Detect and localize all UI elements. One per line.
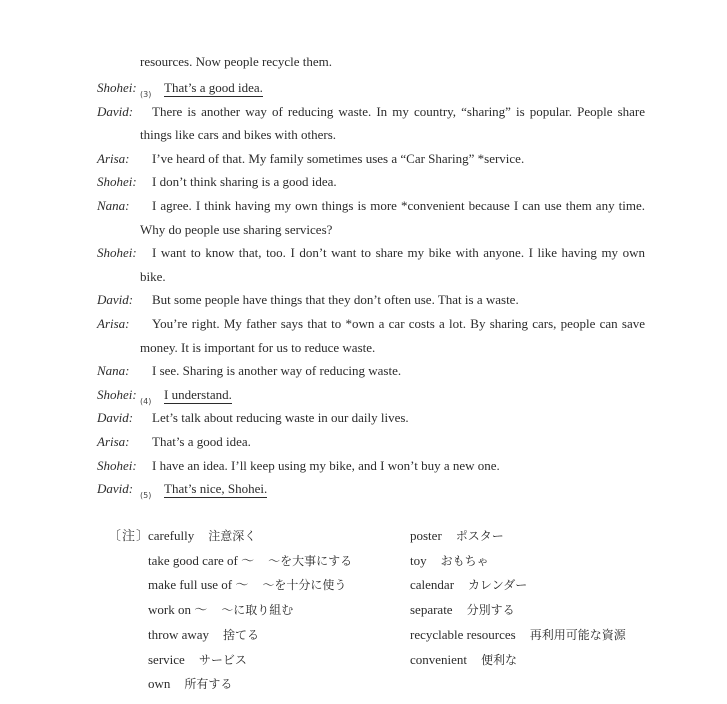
dialogue-turn: [97, 100, 645, 147]
note-english: calendar: [410, 577, 455, 593]
speaker-name: Shohei:: [97, 174, 137, 190]
speaker-name: David:: [97, 103, 134, 119]
speaker-name: Nana:: [97, 197, 130, 213]
speaker-name: David:: [97, 410, 134, 426]
speaker-name: Arisa:: [97, 315, 130, 331]
notes-right-column: [410, 524, 626, 672]
notes-heading: 〔注〕: [108, 528, 151, 543]
note-entry: [410, 549, 626, 574]
speech-text: Let’s talk about reducing waste in our daily lives.: [152, 410, 409, 426]
underlined-phrase-4: I understand.: [164, 386, 232, 402]
notes-left-column: [148, 524, 352, 697]
note-english: carefully: [148, 528, 195, 543]
speech-text: I see. Sharing is another way of reducing waste.: [152, 363, 402, 379]
speech-text: There is another way of reducing waste. In my country, “sharing” is popular. People share things like cars and bikes with others.: [140, 103, 645, 143]
note-entry: [148, 524, 352, 549]
note-entry: [148, 549, 352, 574]
note-english: own: [148, 676, 171, 692]
speaker-name: David:: [97, 481, 134, 497]
note-japanese: サービス: [198, 652, 247, 667]
note-english: throw away: [148, 626, 210, 642]
dialogue: [97, 76, 645, 501]
speaker-name: Shohei:: [97, 245, 137, 261]
note-english: convenient: [410, 651, 468, 667]
dialogue-turn: [97, 147, 645, 171]
note-japanese: 便利な: [481, 652, 518, 667]
dialogue-turn: [97, 454, 645, 478]
speech-text: I agree. I think having my own things is more *convenient because I can use them any time. Why do people use sharing services?: [140, 197, 645, 237]
question-marker-5: (5): [140, 491, 152, 501]
speech-text: I don’t think sharing is a good idea.: [152, 174, 337, 190]
note-english: service: [148, 651, 185, 667]
note-english: make full use of ～: [148, 577, 249, 593]
speech-text: You’re right. My father says that to *own a car costs a lot. By sharing cars, people can save money. It is important for us to reduce waste.: [140, 315, 645, 355]
note-entry: [410, 648, 626, 673]
note-english: recyclable resources: [410, 626, 516, 642]
note-japanese: カレンダー: [468, 578, 528, 593]
note-entry: [148, 623, 352, 648]
speaker-name: Arisa:: [97, 433, 130, 449]
note-entry: [148, 648, 352, 673]
speech-text: But some people have things that they don’t often use. That is a waste.: [152, 292, 519, 308]
dialogue-turn: [97, 194, 645, 241]
dialogue-turn: [97, 359, 645, 383]
note-japanese: ～を十分に使う: [262, 578, 347, 593]
dialogue-turn: [97, 383, 645, 407]
note-entry: [148, 672, 352, 697]
continuation-line: resources. Now people recycle them.: [140, 54, 333, 69]
note-entry: [410, 524, 626, 549]
underlined-phrase-3: That’s a good idea.: [164, 80, 263, 95]
note-entry: [410, 598, 626, 623]
dialogue-turn: [97, 477, 645, 501]
note-japanese: 注意深く: [208, 529, 257, 543]
note-japanese: ～に取り組む: [221, 603, 294, 618]
dialogue-turn: [97, 170, 645, 194]
note-entry: [148, 573, 352, 598]
speech-text: I want to know that, too. I don’t want to share my bike with anyone. I like having my own bike.: [140, 245, 645, 284]
note-english: toy: [410, 552, 427, 568]
speaker-name: Arisa:: [97, 150, 130, 166]
speech-text: I have an idea. I’ll keep using my bike, and I won’t buy a new one.: [152, 457, 500, 473]
note-entry: [410, 573, 626, 598]
underlined-phrase-5: That’s nice, Shohei.: [164, 481, 268, 497]
dialogue-turn: [97, 430, 645, 454]
speaker-name: Shohei:: [97, 80, 137, 95]
note-entry: [410, 623, 626, 648]
dialogue-turn: [97, 288, 645, 312]
note-japanese: ～を大事にする: [268, 553, 353, 568]
speaker-name: David:: [97, 292, 134, 308]
dialogue-turn: [97, 241, 645, 288]
question-marker-3: (3): [140, 90, 152, 99]
note-entry: [148, 598, 352, 623]
speech-text: I’ve heard of that. My family sometimes uses a “Car Sharing” *service.: [152, 150, 525, 166]
dialogue-turn: [97, 406, 645, 430]
dialogue-turn: [97, 76, 645, 100]
speaker-name: Shohei:: [97, 386, 137, 402]
note-english: poster: [410, 528, 442, 543]
note-english: take good care of ～: [148, 552, 255, 568]
note-japanese: ポスター: [455, 529, 504, 543]
note-english: separate: [410, 602, 453, 618]
speech-text: That’s a good idea.: [152, 433, 251, 449]
note-japanese: 分別する: [466, 603, 515, 618]
note-japanese: 再利用可能な資源: [529, 627, 626, 642]
note-japanese: おもちゃ: [440, 553, 489, 568]
dialogue-turn: [97, 312, 645, 359]
speaker-name: Nana:: [97, 363, 130, 379]
note-english: work on ～: [148, 602, 208, 618]
note-japanese: 捨てる: [223, 627, 260, 642]
question-marker-4: (4): [140, 396, 152, 406]
speaker-name: Shohei:: [97, 457, 137, 473]
note-japanese: 所有する: [184, 677, 233, 692]
